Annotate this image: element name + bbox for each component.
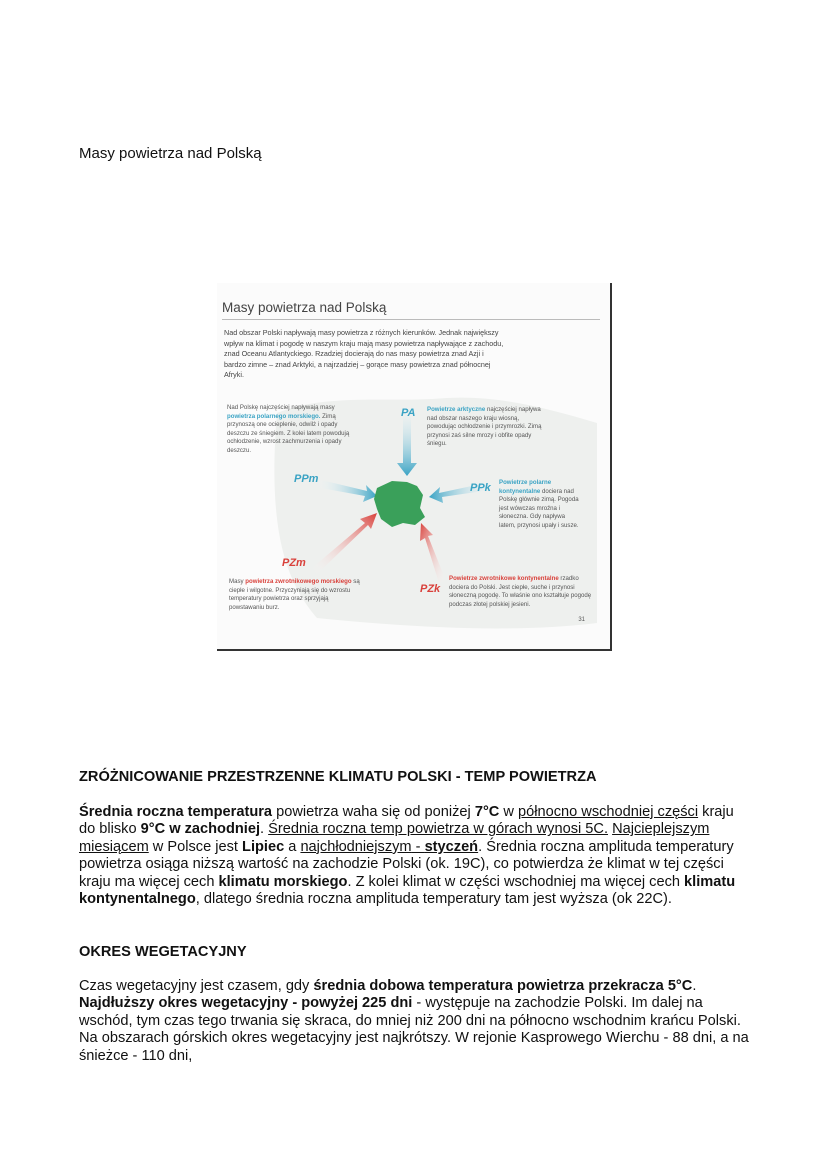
paragraph-vegetation: Czas wegetacyjny jest czasem, gdy średnia dobowa temperatura powietrza przekracza 5°C. Najdłuższy okres wegetacyjny - powyżej 225 dni - występuje na zachodzie Polski. Im dalej na wschód, tym czas tego trwania się skraca, do mniej niż 200 dni na północno wschodnim krańcu Polski. Na obszarach górskich okres wegetacyjny jest najkrótszy. W rejonie Kasprowego Wierchu - 88 dni, a na śnieżce - 110 dni,	[79, 978, 749, 1064]
label-ppk: PPk	[470, 482, 491, 494]
figure-intro: Nad obszar Polski napływają masy powietrza z różnych kierunków. Jednak największy wpływ na klimat i pogodę w naszym kraju mają masy powietrza napływające z zachodu, znad Oceanu Atlantyckiego. Rzadziej docierają do nas masy powietrza znad Azji i bardzo zimne – znad Arktyki, a najrzadziej – gorące masy powietrza znad północnej Afryki.	[224, 328, 504, 379]
ppm-description: Nad Polskę najczęściej napływają masy powietrza polarnego morskiego. Zimą przynoszą one ocieplenie, odwilż i opady deszczu ze śniegiem. Z kolei latem powodują ochłodzenie, wzrost zachmurzenia i opady deszczu.	[227, 404, 350, 454]
label-pzm: PZm	[282, 557, 306, 569]
document-heading: Masy powietrza nad Polską	[79, 145, 262, 162]
textbook-figure	[217, 283, 612, 651]
figure-title: Masy powietrza nad Polską	[222, 300, 387, 315]
pzm-description: Masy powietrza zwrotnikowego morskiego są ciepłe i wilgotne. Przyczyniają się do wzrostu temperatury powietrza oraz sprzyjają powstawaniu burz.	[229, 578, 360, 611]
pa-description: Powietrze arktyczne najczęściej napływa nad obszar naszego kraju wiosną, powodując ochłodzenie i przymrozki. Zimą przynosi zaś silne mrozy i obfite opady śniegu.	[427, 406, 542, 448]
ppk-description: Powietrze polarne kontynentalne dociera nad Polskę głównie zimą. Pogoda jest wówczas mroźna i słoneczna. Gdy napływa latem, przynosi upały i susze.	[499, 479, 579, 529]
pzk-description: Powietrze zwrotnikowe kontynentalne rzadko dociera do Polski. Jest ciepłe, suche i przynosi słoneczną pogodę. To właśnie ono kształtuje pogodę podczas złotej polskiej jesieni.	[449, 575, 592, 608]
label-pzk: PZk	[420, 583, 441, 595]
label-pa: PA	[401, 407, 416, 419]
paragraph-temperature: Średnia roczna temperatura powietrza waha się od poniżej 7°C w północno wschodniej części kraju do blisko 9°C w zachodniej. Średnia roczna temp powietrza w górach wynosi 5C. Najcieplejszym miesiącem w Polsce jest Lipiec a najchłodniejszym - styczeń. Średnia roczna amplituda temperatury powietrza osiąga niższą wartość na zachodzie Polski (ok. 19C), co potwierdza że klimat w tej części kraju ma więcej cech klimatu morskiego. Z kolei klimat w części wschodniej ma więcej cech klimatu kontynentalnego, dlatego średnia roczna amplituda temperatury tam jest wyższa (ok 22C).	[79, 804, 736, 908]
section-title-temperature: ZRÓŻNICOWANIE PRZESTRZENNE KLIMATU POLSKI - TEMP POWIETRZA	[79, 769, 597, 785]
section-title-vegetation: OKRES WEGETACYJNY	[79, 944, 247, 960]
figure-page-number: 31	[578, 617, 585, 623]
label-ppm: PPm	[294, 473, 319, 485]
